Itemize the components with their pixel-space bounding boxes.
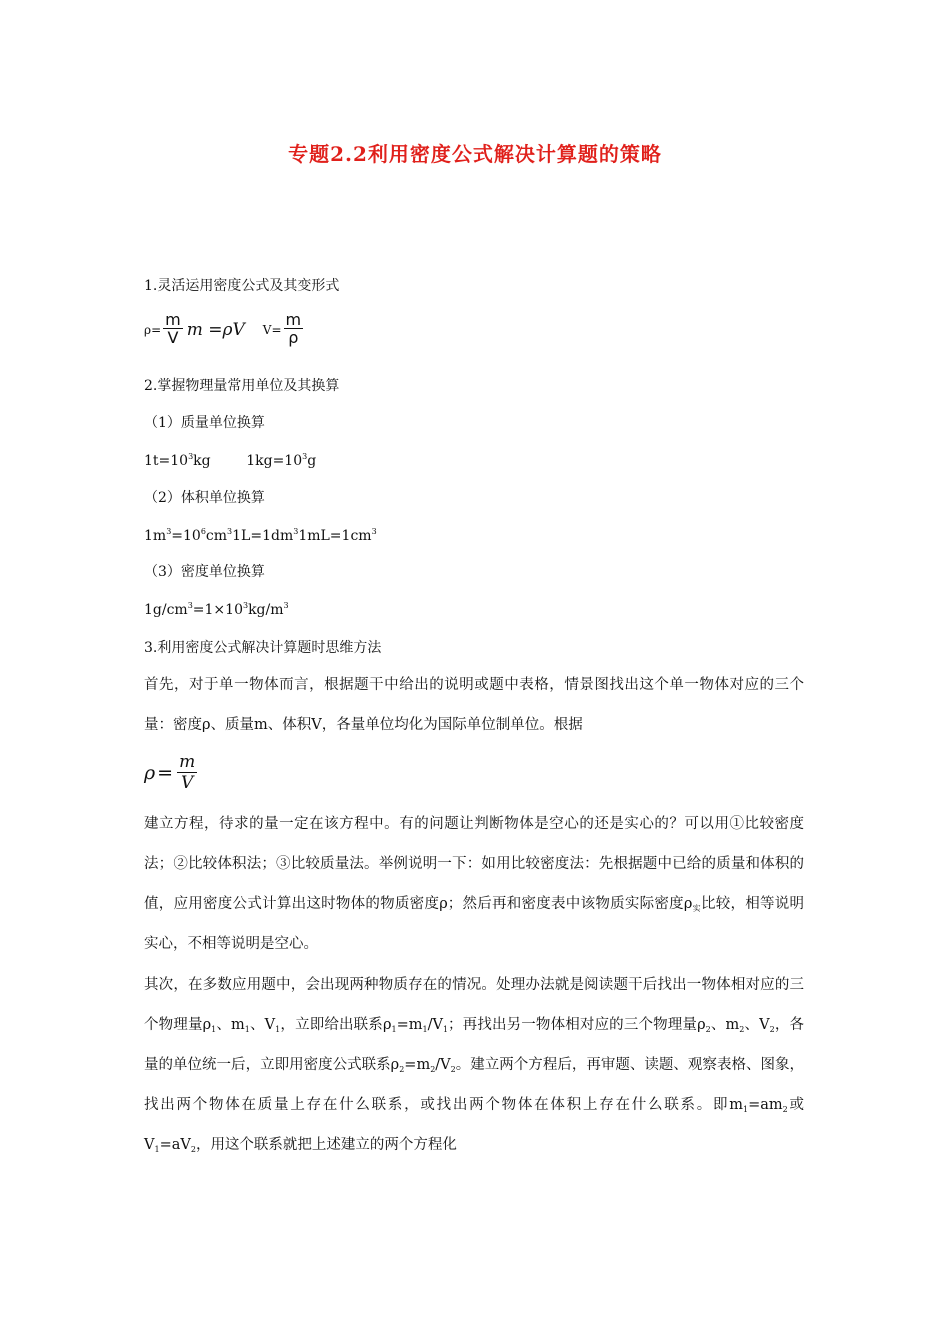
paragraph-first-continued: 建立方程，待求的量一定在该方程中。有的问题让判断物体是空心的还是实心的？可以用①比较密度法；②比较体积法；③比较质量法。举例说明一下：如用比较密度法：先根据题中已给的质量和体积的值，应用密度公式计算出这时物体的物质密度ρ；然后再和密度表中该物质实际密度$\rho_实$比较，相等说明实心，不相等说明是空心。	[144, 816, 805, 952]
paragraph-second: 其次，在多数应用题中，会出现两种物质存在的情况。处理办法就是阅读题干后找出一物体相对应的三个物理量$\rho_1$、$m_1$、$V_1$，立即给出联系$\rho_1=m_1/V_1$；再找出另一物体相对应的三个物理量$\rho_2$、$m_2$、$V_2$，各量的单位统一后，立即用密度公式联系$\rho_2=m_2/V_2$。建立两个方程后，再审题、读题、观察表格、图象，找出两个物体在质量上存在什么联系，或找出两个物体在体积上存在什么联系。即$m_1=am_2$或$V_1=aV_2$，用这个联系就把上述建立的两个方程化	[144, 977, 805, 1154]
section-1-heading: 1.灵活运用密度公式及其变形式	[144, 278, 340, 294]
volume-units-heading: （2）体积单位换算	[144, 490, 265, 506]
density-conversion: $1g/cm^3=1\times 10^3kg/m^3$	[144, 601, 289, 618]
section-3-heading: 3.利用密度公式解决计算题时思维方法	[144, 640, 382, 656]
rho-symbol: ρ	[144, 322, 152, 337]
density-formula-large: ρ = $\frac{m}{V}$	[144, 752, 196, 793]
fraction-m-over-v: $\frac{m}{V}$	[165, 310, 181, 347]
mass-conversion: $1t=10^3kg$ $1kg=10^3g$	[144, 452, 317, 469]
page-title: 专题2.2利用密度公式解决计算题的策略	[288, 142, 662, 166]
mass-units-heading: （1）质量单位换算	[144, 415, 265, 431]
paragraph-first: 首先，对于单一物体而言，根据题干中给出的说明或题中表格，情景图找出这个单一物体对应的三个量：密度ρ、质量m、体积V，各量单位均化为国际单位制单位。根据	[144, 677, 804, 733]
volume-formula-label: V=	[262, 322, 282, 337]
section-2-heading: 2.掌握物理量常用单位及其换算	[144, 378, 340, 394]
density-units-heading: （3）密度单位换算	[144, 564, 265, 580]
volume-conversion: $1m^3=10^6cm^31L=1dm^31mL=1cm^3$	[144, 527, 377, 544]
mass-formula: m =ρV	[186, 319, 245, 340]
density-formulas	[144, 312, 305, 347]
fraction-m-over-rho: $\frac{m}{\rho}$	[285, 310, 302, 347]
equals-sign: =	[151, 322, 162, 337]
